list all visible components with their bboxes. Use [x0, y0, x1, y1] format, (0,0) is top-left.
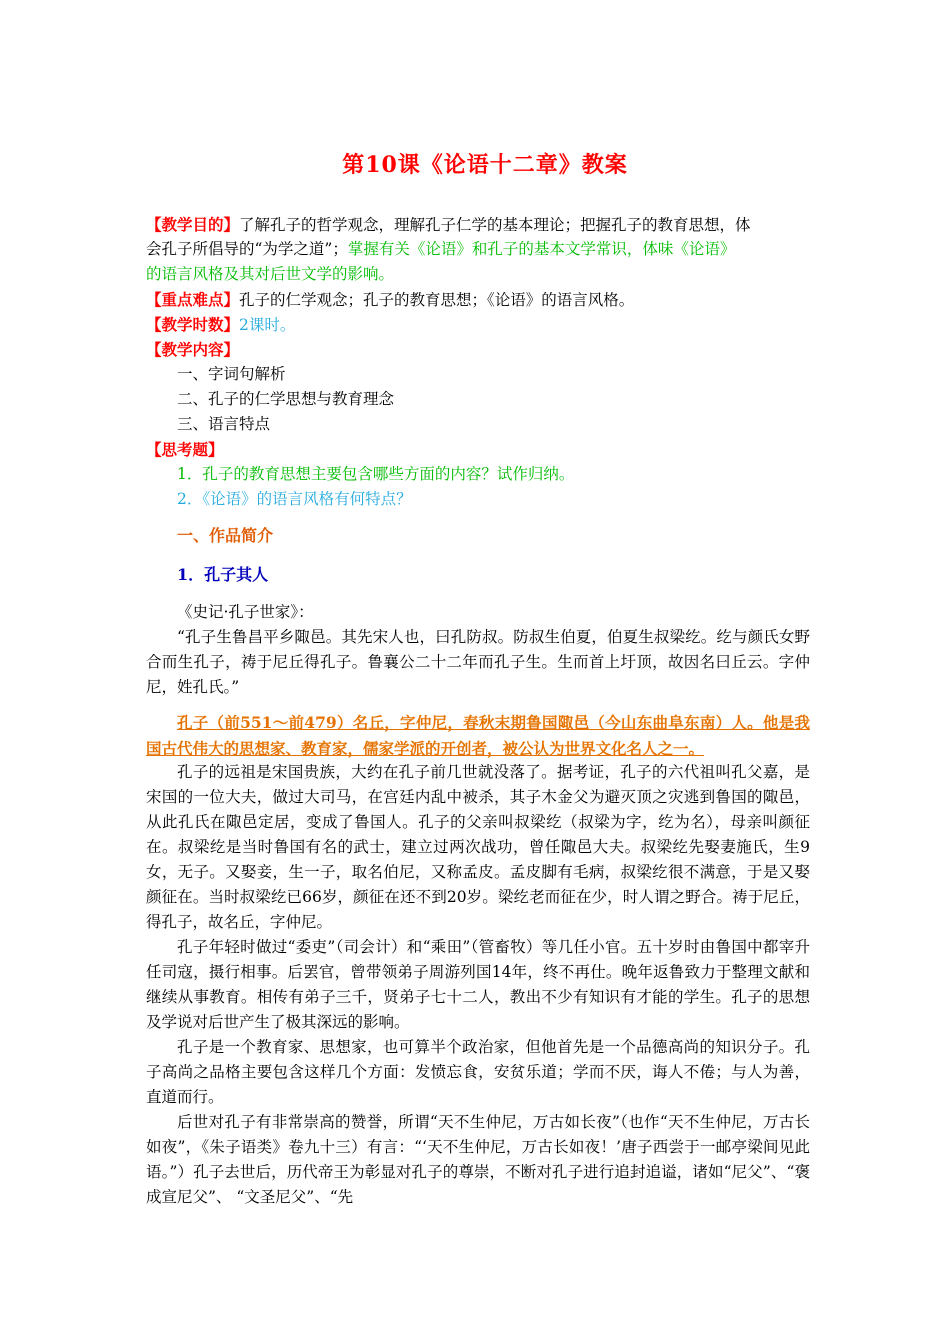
body-paragraph: 孔子年轻时做过“委吏”（司会计）和“乘田”（管畜牧）等几任小官。五十岁时由鲁国中都宰升任司寇，摄行相事。后罢官，曾带领弟子周游列国14年，终不再仕。晚年返鲁致力于整理文献和继续从事教育。相传有弟子三千，贤弟子七十二人，教出不少有知识有才能的学生。孔子的思想及学说对后世产生了极其深远的影响。: [146, 938, 810, 1031]
section-heading: 一、作品简介: [177, 526, 274, 545]
quote-text: “孔子生鲁昌平乡陬邑。其先宋人也，曰孔防叔。防叔生伯夏，伯夏生叔梁纥。纥与颜氏女野合而生孔子，祷于尼丘得孔子。鲁襄公二十二年而孔子生。生而首上圩顶，故因名曰丘云。字仲尼，姓孔氏。”: [146, 628, 810, 696]
content-item: 一、字词句解析: [177, 365, 286, 383]
hours-label: 【教学时数】: [146, 315, 240, 334]
page-title: 第10课《论语十二章》教案: [342, 152, 628, 178]
hours-text: 2课时。: [239, 316, 296, 334]
objective-label: 【教学目的】: [146, 215, 240, 234]
objective-text-1: 了解孔子的哲学观念，理解孔子仁学的基本理论；把握孔子的教育思想，体: [239, 216, 751, 234]
subsection-heading: 1．孔子其人: [177, 565, 269, 584]
question-2: 2．《论语》的语言风格有何特点？: [177, 490, 412, 508]
body-paragraph: 孔子是一个教育家、思想家，也可算半个政治家，但他首先是一个品德高尚的知识分子。孔子高尚之品格主要包含这样几个方面：发愤忘食，安贫乐道；学而不厌，诲人不倦；与人为善，直道而行。: [146, 1038, 810, 1106]
objective-line-1: [146, 212, 810, 238]
hours-line: [146, 312, 810, 338]
questions-label: 【思考题】: [146, 440, 224, 459]
highlight-text: 孔子（前551～前479）名丘，字仲尼，春秋末期鲁国陬邑（今山东曲阜东南）人。他是我国古代伟大的思想家、教育家，儒家学派的开创者，被公认为世界文化名人之一。: [146, 713, 810, 758]
objective-text-2b: 掌握有关《论语》和孔子的基本文学常识，体味《论语》: [347, 240, 736, 258]
content-label: 【教学内容】: [146, 340, 240, 359]
key-points-line: [146, 287, 810, 313]
objective-line-3: 的语言风格及其对后世文学的影响。: [146, 265, 395, 283]
body-paragraph: 后世对孔子有非常崇高的赞誉，所谓“天不生仲尼，万古如长夜”（也作“天不生仲尼，万古长如夜”，《朱子语类》卷九十三）有言：“‘天不生仲尼，万古长如夜！’唐子西尝于一邮亭梁间见此语。”）孔子去世后，历代帝王为彰显对孔子的尊崇，不断对孔子进行追封追谥，诸如“尼父”、“褒成宣尼父”、 “文圣尼父”、“先: [146, 1113, 810, 1206]
objective-text-2a: 会孔子所倡导的“为学之道”；: [146, 240, 348, 258]
content-item: 三、语言特点: [177, 415, 271, 433]
key-points-label: 【重点难点】: [146, 290, 240, 309]
body-paragraph: 孔子的远祖是宋国贵族，大约在孔子前几世就没落了。据考证，孔子的六代祖叫孔父嘉，是宋国的一位大夫，做过大司马，在宫廷内乱中被杀，其子木金父为避灭顶之灾逃到鲁国的陬邑，从此孔氏在陬邑定居，变成了鲁国人。孔子的父亲叫叔梁纥（叔梁为字，纥为名），母亲叫颜征在。叔梁纥是当时鲁国有名的武士，建立过两次战功，曾任陬邑大夫。叔梁纥先娶妻施氏，生9女，无子。又娶妾，生一子，取名伯尼，又称孟皮。孟皮脚有毛病，叔梁纥很不满意，于是又娶颜征在。当时叔梁纥已66岁，颜征在还不到20岁。梁纥老而征在少，时人谓之野合。祷于尼丘，得孔子，故名丘，字仲尼。: [146, 763, 810, 931]
highlight-paragraph: [146, 710, 810, 762]
objective-line-2: [146, 237, 810, 262]
quote-source: 《史记·孔子世家》：: [177, 603, 314, 621]
question-1: 1．孔子的教育思想主要包含哪些方面的内容？试作归纳。: [177, 465, 575, 483]
key-points-text: 孔子的仁学观念；孔子的教育思想；《论语》的语言风格。: [239, 291, 635, 309]
content-item: 二、孔子的仁学思想与教育理念: [177, 390, 395, 408]
